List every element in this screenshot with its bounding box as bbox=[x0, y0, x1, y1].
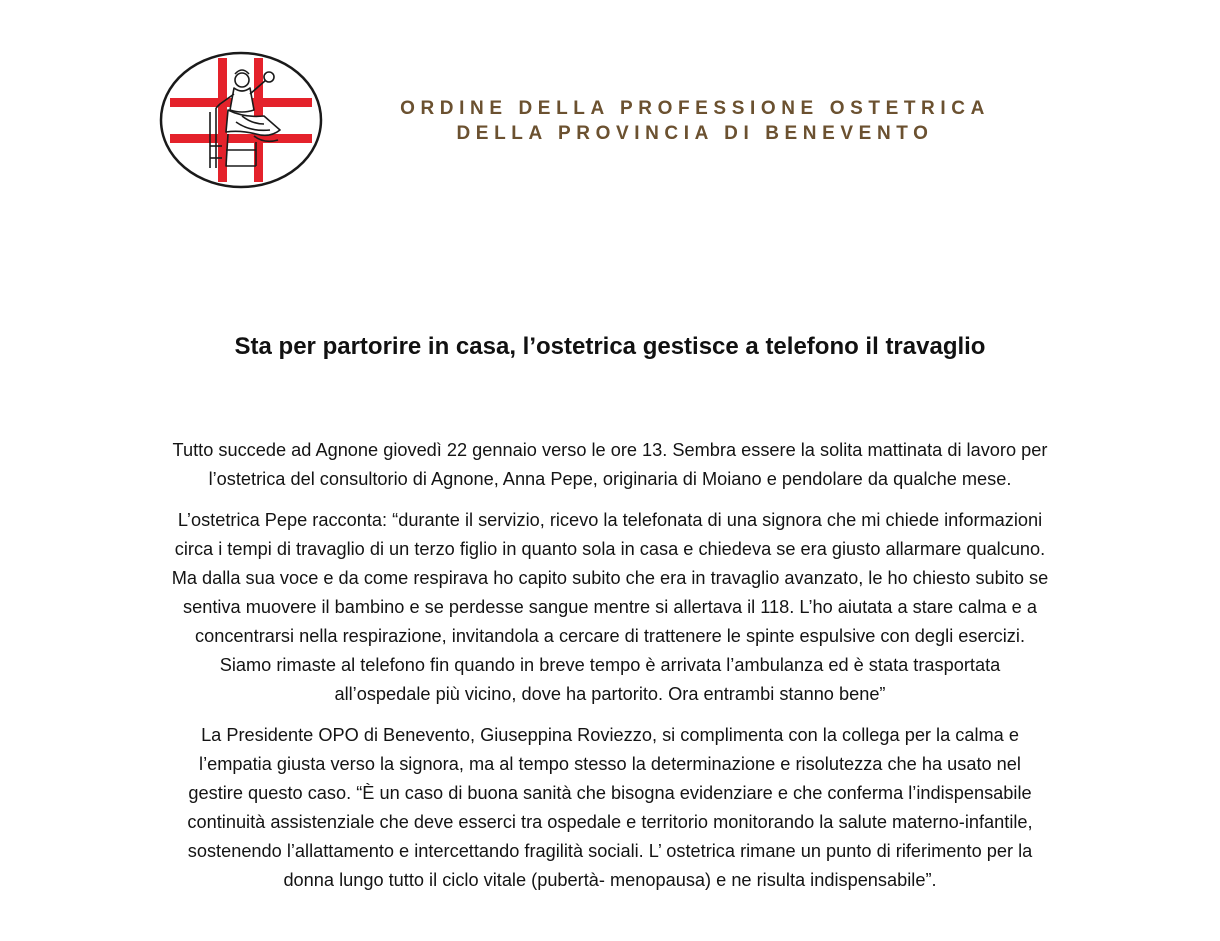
text-line: Siamo rimaste al telefono fin quando in breve tempo è arrivata l’ambulanza ed è stata trasportata bbox=[219, 655, 1001, 675]
obstetric-order-emblem-icon bbox=[158, 50, 324, 190]
text-line: sentiva muovere il bambino e se perdesse sangue mentre si allertava il 118. L’ho aiutata a stare calma e a bbox=[183, 597, 1037, 617]
article-title: Sta per partorire in casa, l’ostetrica gestisce a telefono il travaglio bbox=[234, 333, 986, 360]
text-line: sostenendo l’allattamento e intercettando fragilità sociali. L’ ostetrica rimane un punto di riferimento per la bbox=[187, 841, 1033, 861]
text-line: l’ostetrica del consultorio di Agnone, Anna Pepe, originaria di Moiano e pendolare da qualche mese. bbox=[208, 469, 1012, 489]
paragraph-intro bbox=[90, 436, 1130, 494]
text-line: l’empatia giusta verso la signora, ma al tempo stesso la determinazione e risolutezza che ha usato nel bbox=[199, 754, 1021, 774]
letterhead bbox=[0, 0, 1220, 200]
paragraph-midwife-quote bbox=[90, 506, 1130, 709]
text-line: Ma dalla sua voce e da come respirava ho capito subito che era in travaglio avanzato, le ho chiesto subito se bbox=[171, 568, 1049, 588]
org-name-line-2: DELLA PROVINCIA DI BENEVENTO bbox=[456, 123, 934, 144]
text-line: concentrarsi nella respirazione, invitandola a cercare di trattenere le spinte espulsive con degli esercizi. bbox=[195, 626, 1025, 646]
article-body bbox=[90, 436, 1130, 907]
text-line: donna lungo tutto il ciclo vitale (pubertà- menopausa) e ne risulta indispensabile”. bbox=[283, 870, 937, 890]
text-line: La Presidente OPO di Benevento, Giuseppina Roviezzo, si complimenta con la collega per la calma e bbox=[201, 725, 1019, 745]
text-line: L’ostetrica Pepe racconta: “durante il servizio, ricevo la telefonata di una signora che mi chiede informazioni bbox=[177, 510, 1043, 530]
text-line: gestire questo caso. “È un caso di buona sanità che bisogna evidenziare e che conferma l’indispensabile bbox=[188, 783, 1032, 803]
organization-name bbox=[370, 96, 1020, 146]
text-line: continuità assistenziale che deve esserci tra ospedale e territorio monitorando la salute materno-infantile, bbox=[187, 812, 1033, 832]
text-line: Tutto succede ad Agnone giovedì 22 gennaio verso le ore 13. Sembra essere la solita mattinata di lavoro per bbox=[172, 440, 1048, 460]
org-name-line-1: ORDINE DELLA PROFESSIONE OSTETRICA bbox=[400, 98, 990, 119]
text-line: all’ospedale più vicino, dove ha partorito. Ora entrambi stanno bene” bbox=[334, 684, 886, 704]
text-line: circa i tempi di travaglio di un terzo figlio in quanto sola in casa e chiedeva se era giusto allarmare qualcuno. bbox=[174, 539, 1046, 559]
paragraph-president-statement bbox=[90, 721, 1130, 895]
